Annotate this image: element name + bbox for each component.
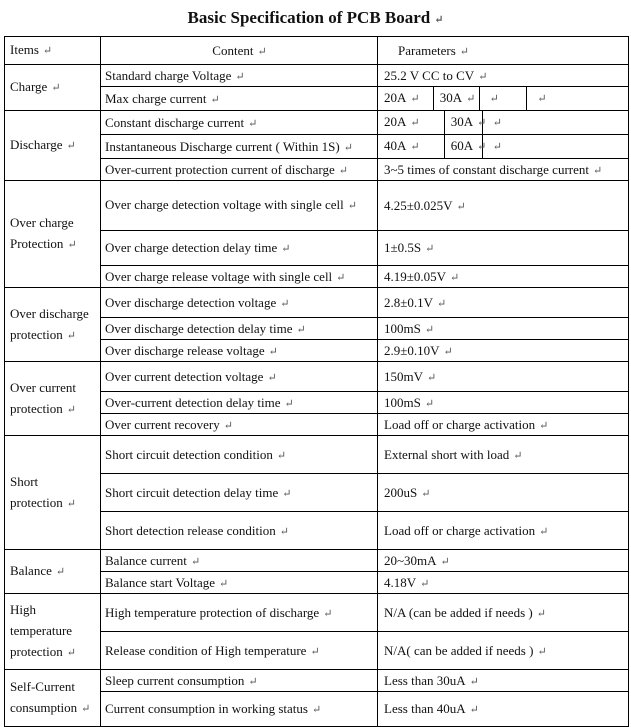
content-cell bbox=[101, 550, 378, 572]
parameter-subcell bbox=[434, 87, 480, 110]
content-label: Over discharge release voltage bbox=[105, 342, 265, 358]
table-row bbox=[5, 594, 629, 632]
content-label: Over current detection voltage bbox=[105, 368, 264, 384]
content-cell bbox=[101, 181, 378, 231]
content-label: Over-current detection delay time bbox=[105, 394, 281, 410]
paragraph-mark-icon: ↵ bbox=[477, 117, 487, 129]
paragraph-mark-icon: ↵ bbox=[539, 419, 549, 432]
paragraph-mark-icon: ↵ bbox=[66, 647, 76, 659]
header-content: Content ↵ bbox=[101, 37, 378, 65]
content-label: Constant discharge current bbox=[105, 114, 245, 130]
parameter-cell bbox=[378, 159, 629, 181]
header-row bbox=[5, 37, 629, 65]
paragraph-mark-icon: ↵ bbox=[421, 487, 431, 500]
parameter-cell bbox=[378, 692, 629, 727]
item-label: Over charge Protection bbox=[10, 215, 74, 251]
paragraph-mark-icon: ↵ bbox=[67, 239, 77, 251]
item-cell bbox=[5, 181, 101, 288]
item-cell bbox=[5, 65, 101, 111]
header-items: Items ↵ bbox=[5, 37, 101, 65]
content-cell bbox=[101, 135, 378, 159]
parameter-value: N/A( can be added if needs ) bbox=[384, 642, 534, 658]
paragraph-mark-icon: ↵ bbox=[425, 243, 435, 255]
parameter-subcell bbox=[483, 135, 628, 158]
parameter-value: Load off or charge activation bbox=[384, 416, 536, 432]
content-cell bbox=[101, 111, 378, 135]
item-label: Over discharge protection bbox=[10, 305, 89, 342]
spec-table bbox=[4, 36, 629, 727]
content-cell bbox=[101, 288, 378, 318]
parameter-cell bbox=[378, 318, 629, 340]
paragraph-mark-icon: ↵ bbox=[343, 141, 353, 154]
paragraph-mark-icon: ↵ bbox=[268, 345, 278, 358]
paragraph-mark-icon: ↵ bbox=[410, 93, 420, 105]
content-cell bbox=[101, 159, 378, 181]
item-label: Balance bbox=[10, 563, 52, 578]
content-cell bbox=[101, 392, 378, 414]
table-row bbox=[5, 181, 629, 231]
paragraph-mark-icon: ↵ bbox=[434, 14, 444, 26]
paragraph-mark-icon: ↵ bbox=[81, 703, 91, 715]
paragraph-mark-icon: ↵ bbox=[336, 271, 346, 284]
content-cell bbox=[101, 231, 378, 266]
header-parameters: Parameters ↵ bbox=[378, 37, 629, 65]
table-row bbox=[5, 111, 629, 135]
parameter-value: 4.25±0.025V bbox=[384, 197, 453, 213]
paragraph-mark-icon: ↵ bbox=[477, 141, 487, 153]
paragraph-mark-icon: ↵ bbox=[593, 164, 603, 177]
parameter-value: 100mS bbox=[384, 394, 421, 410]
content-cell bbox=[101, 362, 378, 392]
item-cell bbox=[5, 670, 101, 727]
paragraph-mark-icon: ↵ bbox=[450, 271, 460, 284]
paragraph-mark-icon: ↵ bbox=[248, 117, 258, 130]
table-row bbox=[5, 362, 629, 392]
paragraph-mark-icon: ↵ bbox=[469, 675, 479, 688]
parameter-subcell bbox=[445, 111, 487, 134]
parameter-value: 2.8±0.1V bbox=[384, 294, 434, 310]
paragraph-mark-icon: ↵ bbox=[66, 329, 76, 342]
paragraph-mark-icon: ↵ bbox=[296, 323, 306, 336]
content-label: Sleep current consumption bbox=[105, 672, 245, 688]
paragraph-mark-icon: ↵ bbox=[279, 525, 289, 538]
content-label: Over discharge detection voltage bbox=[105, 294, 277, 310]
paragraph-mark-icon: ↵ bbox=[284, 397, 294, 410]
parameter-value: 20A bbox=[384, 90, 407, 105]
parameter-value: 40A bbox=[384, 138, 407, 153]
paragraph-mark-icon: ↵ bbox=[537, 645, 547, 658]
parameter-cell bbox=[378, 65, 629, 87]
parameter-cell bbox=[378, 181, 629, 231]
parameter-cell bbox=[378, 670, 629, 692]
parameter-value: 25.2 V CC to CV bbox=[384, 67, 475, 83]
content-label: Over charge detection voltage with single cell bbox=[105, 197, 344, 212]
item-label: Charge bbox=[10, 79, 48, 94]
paragraph-mark-icon: ↵ bbox=[248, 675, 258, 688]
content-cell bbox=[101, 414, 378, 436]
paragraph-mark-icon: ↵ bbox=[311, 704, 322, 716]
paragraph-mark-icon: ↵ bbox=[492, 117, 502, 129]
item-cell bbox=[5, 111, 101, 181]
paragraph-mark-icon: ↵ bbox=[478, 70, 488, 83]
content-label: Release condition of High temperature bbox=[105, 642, 307, 658]
content-cell bbox=[101, 318, 378, 340]
parameter-split bbox=[378, 111, 628, 134]
item-cell bbox=[5, 436, 101, 550]
parameter-value: N/A (can be added if needs ) bbox=[384, 604, 533, 620]
content-cell bbox=[101, 266, 378, 288]
content-label: Short circuit detection delay time bbox=[105, 484, 279, 500]
content-cell bbox=[101, 670, 378, 692]
item-label: High temperature protection bbox=[10, 602, 73, 659]
table-row bbox=[5, 550, 629, 572]
content-cell bbox=[101, 65, 378, 87]
parameter-value: 100mS bbox=[384, 320, 421, 336]
content-label: Over discharge detection delay time bbox=[105, 320, 293, 336]
content-label: Standard charge Voltage bbox=[105, 67, 232, 83]
parameter-cell bbox=[378, 288, 629, 318]
parameter-value: 4.19±0.05V bbox=[384, 268, 447, 284]
item-label: Discharge bbox=[10, 137, 63, 152]
paragraph-mark-icon: ↵ bbox=[347, 200, 357, 212]
paragraph-mark-icon: ↵ bbox=[235, 70, 245, 83]
parameter-cell bbox=[378, 340, 629, 362]
parameter-subcell bbox=[445, 135, 487, 158]
paragraph-mark-icon: ↵ bbox=[536, 607, 546, 620]
content-label: High temperature protection of discharge bbox=[105, 604, 320, 620]
parameter-subcell bbox=[480, 87, 528, 110]
parameter-value: 3~5 times of constant discharge current bbox=[384, 161, 589, 177]
item-cell bbox=[5, 362, 101, 436]
paragraph-mark-icon: ↵ bbox=[51, 82, 61, 94]
parameter-value: 2.9±0.10V bbox=[384, 342, 440, 358]
item-label: Over current protection bbox=[10, 379, 77, 416]
parameter-cell bbox=[378, 474, 629, 512]
content-label: Over charge release voltage with single cell bbox=[105, 268, 333, 284]
parameter-split bbox=[378, 135, 628, 158]
paragraph-mark-icon: ↵ bbox=[440, 555, 450, 568]
parameter-value: 20~30mA bbox=[384, 552, 437, 568]
parameter-cell bbox=[378, 414, 629, 436]
item-label: Short protection bbox=[10, 473, 63, 510]
paragraph-mark-icon: ↵ bbox=[310, 645, 320, 658]
content-cell bbox=[101, 87, 378, 111]
content-label: Current consumption in working status bbox=[105, 701, 308, 716]
paragraph-mark-icon: ↵ bbox=[66, 403, 76, 416]
parameter-cell bbox=[378, 594, 629, 632]
paragraph-mark-icon: ↵ bbox=[437, 297, 447, 310]
content-cell bbox=[101, 474, 378, 512]
paragraph-mark-icon: ↵ bbox=[539, 525, 549, 538]
parameter-value: Less than 40uA bbox=[384, 701, 466, 716]
paragraph-mark-icon: ↵ bbox=[443, 345, 453, 358]
paragraph-mark-icon: ↵ bbox=[338, 164, 349, 177]
paragraph-mark-icon: ↵ bbox=[280, 297, 290, 310]
paragraph-mark-icon: ↵ bbox=[219, 577, 229, 590]
table-row bbox=[5, 436, 629, 474]
paragraph-mark-icon: ↵ bbox=[420, 577, 430, 590]
paragraph-mark-icon: ↵ bbox=[489, 93, 499, 105]
parameter-cell bbox=[378, 111, 629, 135]
paragraph-mark-icon: ↵ bbox=[66, 497, 76, 510]
paragraph-mark-icon: ↵ bbox=[492, 141, 502, 153]
table-row bbox=[5, 288, 629, 318]
content-cell bbox=[101, 594, 378, 632]
parameter-cell bbox=[378, 512, 629, 550]
parameter-subcell bbox=[378, 87, 434, 110]
paragraph-mark-icon: ↵ bbox=[410, 141, 420, 153]
page-title bbox=[0, 0, 631, 36]
item-cell bbox=[5, 594, 101, 670]
paragraph-mark-icon: ↵ bbox=[323, 607, 333, 620]
paragraph-mark-icon: ↵ bbox=[223, 419, 233, 432]
paragraph-mark-icon: ↵ bbox=[210, 93, 220, 106]
title-text: Basic Specification of PCB Board bbox=[187, 8, 431, 27]
parameter-subcell bbox=[483, 111, 628, 134]
paragraph-mark-icon: ↵ bbox=[281, 243, 291, 255]
parameter-subcell bbox=[378, 111, 445, 134]
paragraph-mark-icon: ↵ bbox=[424, 397, 435, 410]
paragraph-mark-icon: ↵ bbox=[537, 93, 547, 105]
parameter-value: 20A bbox=[384, 114, 407, 129]
content-label: Over-current protection current of discharge bbox=[105, 161, 335, 177]
parameter-cell bbox=[378, 392, 629, 414]
parameter-cell bbox=[378, 632, 629, 670]
content-label: Short circuit detection condition bbox=[105, 446, 273, 462]
parameter-cell bbox=[378, 550, 629, 572]
item-cell bbox=[5, 550, 101, 594]
paragraph-mark-icon: ↵ bbox=[513, 449, 523, 462]
paragraph-mark-icon: ↵ bbox=[66, 140, 76, 152]
parameter-value: 150mV bbox=[384, 368, 423, 384]
paragraph-mark-icon: ↵ bbox=[424, 323, 435, 336]
parameter-value: 60A bbox=[450, 138, 474, 153]
parameter-split bbox=[378, 87, 628, 110]
spec-table-body bbox=[5, 37, 629, 727]
paragraph-mark-icon: ↵ bbox=[276, 449, 287, 462]
paragraph-mark-icon: ↵ bbox=[190, 555, 201, 568]
content-label: Max charge current bbox=[105, 90, 207, 106]
paragraph-mark-icon: ↵ bbox=[466, 93, 476, 105]
paragraph-mark-icon: ↵ bbox=[427, 371, 437, 384]
parameter-cell bbox=[378, 572, 629, 594]
item-label: Self-Current consumption bbox=[10, 679, 78, 715]
parameter-subcell bbox=[527, 87, 628, 110]
content-cell bbox=[101, 436, 378, 474]
paragraph-mark-icon: ↵ bbox=[267, 371, 277, 384]
content-cell bbox=[101, 572, 378, 594]
content-label: Balance current bbox=[105, 552, 187, 568]
parameter-cell bbox=[378, 135, 629, 159]
parameter-value: 1±0.5S bbox=[384, 240, 422, 255]
content-cell bbox=[101, 692, 378, 727]
parameter-value: 200uS bbox=[384, 484, 418, 500]
content-label: Short detection release condition bbox=[105, 522, 276, 538]
content-cell bbox=[101, 512, 378, 550]
paragraph-mark-icon: ↵ bbox=[456, 200, 466, 213]
table-row bbox=[5, 65, 629, 87]
paragraph-mark-icon: ↵ bbox=[469, 704, 479, 716]
content-label: Balance start Voltage bbox=[105, 574, 215, 590]
parameter-cell bbox=[378, 436, 629, 474]
parameter-cell bbox=[378, 231, 629, 266]
item-cell bbox=[5, 288, 101, 362]
paragraph-mark-icon: ↵ bbox=[410, 117, 420, 129]
parameter-value: External short with load bbox=[384, 446, 510, 462]
table-row bbox=[5, 670, 629, 692]
parameter-value: 30A bbox=[450, 114, 474, 129]
parameter-cell bbox=[378, 87, 629, 111]
content-label: Over current recovery bbox=[105, 416, 220, 432]
parameter-value: Load off or charge activation bbox=[384, 522, 536, 538]
paragraph-mark-icon: ↵ bbox=[55, 566, 66, 578]
parameter-value: 30A bbox=[439, 90, 463, 105]
parameter-value: Less than 30uA bbox=[384, 672, 466, 688]
parameter-value: 4.18V bbox=[384, 574, 417, 590]
content-label: Over charge detection delay time bbox=[105, 240, 278, 255]
parameter-subcell bbox=[378, 135, 445, 158]
content-cell bbox=[101, 340, 378, 362]
parameter-cell bbox=[378, 362, 629, 392]
content-label: Instantaneous Discharge current ( Within 1S) bbox=[105, 138, 340, 154]
paragraph-mark-icon: ↵ bbox=[282, 487, 292, 500]
content-cell bbox=[101, 632, 378, 670]
parameter-cell bbox=[378, 266, 629, 288]
